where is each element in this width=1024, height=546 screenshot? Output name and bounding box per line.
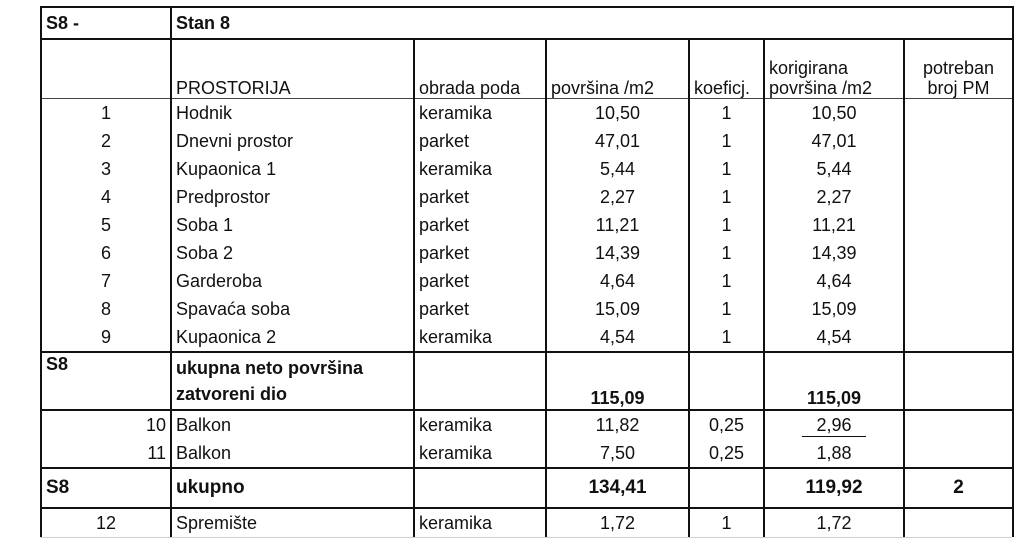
header-row — [41, 39, 1013, 99]
cell-coefficient[interactable]: 1 — [689, 295, 764, 323]
cell-room-name[interactable]: Soba 1 — [171, 211, 414, 239]
cell-coefficient[interactable]: 1 — [689, 127, 764, 155]
cell-pm[interactable] — [904, 323, 1013, 352]
cell-floor-finish[interactable]: keramika — [414, 410, 546, 439]
apartment-name[interactable]: Stan 8 — [171, 7, 1013, 39]
table-row — [41, 323, 1013, 352]
cell-coefficient[interactable]: 0,25 — [689, 439, 764, 468]
subtotal-corrected-area[interactable]: 115,09 — [764, 352, 904, 410]
cell-pm[interactable] — [904, 267, 1013, 295]
cell-floor-finish[interactable]: parket — [414, 267, 546, 295]
cell-floor-finish[interactable]: parket — [414, 211, 546, 239]
cell-room-name[interactable]: Dnevni prostor — [171, 127, 414, 155]
cell-area[interactable]: 11,82 — [546, 410, 689, 439]
apartment-area-table — [40, 6, 1014, 537]
cell-room-name[interactable]: Kupaonica 2 — [171, 323, 414, 352]
cell-room-name[interactable]: Garderoba — [171, 267, 414, 295]
cell-room-name[interactable]: Balkon — [171, 410, 414, 439]
cell-area[interactable]: 14,39 — [546, 239, 689, 267]
cell-floor-finish[interactable]: keramika — [414, 508, 546, 537]
header-povrsina[interactable]: površina /m2 — [546, 39, 689, 99]
table-row — [41, 211, 1013, 239]
cell-corrected-area[interactable]: 1,72 — [764, 508, 904, 537]
cell-coefficient[interactable]: 1 — [689, 508, 764, 537]
cell-no[interactable]: 11 — [41, 439, 171, 468]
cell-pm[interactable] — [904, 508, 1013, 537]
header-pm-line2: broj PM — [927, 78, 990, 98]
cell-no[interactable]: 12 — [41, 508, 171, 537]
cell-no[interactable]: 3 — [41, 155, 171, 183]
total-floor[interactable] — [414, 468, 546, 508]
cell-pm[interactable] — [904, 295, 1013, 323]
cell-area[interactable]: 11,21 — [546, 211, 689, 239]
cell-coefficient[interactable]: 1 — [689, 99, 764, 128]
header-potreban-broj-pm[interactable] — [904, 39, 1013, 99]
table-row — [41, 127, 1013, 155]
cell-floor-finish[interactable]: keramika — [414, 323, 546, 352]
cell-room-name[interactable]: Soba 2 — [171, 239, 414, 267]
cell-coefficient[interactable]: 1 — [689, 239, 764, 267]
header-korigirana-line1: korigirana — [769, 58, 849, 78]
spreadsheet — [40, 6, 1012, 537]
cell-corrected-area[interactable] — [764, 410, 904, 439]
cell-no[interactable]: 5 — [41, 211, 171, 239]
table-row — [41, 183, 1013, 211]
cell-no[interactable]: 8 — [41, 295, 171, 323]
subtotal-label-line2: zatvoreni dio — [176, 384, 288, 404]
cell-corrected-area[interactable]: 10,50 — [764, 99, 904, 128]
table-row — [41, 410, 1013, 439]
cell-room-name[interactable]: Hodnik — [171, 99, 414, 128]
header-no[interactable] — [41, 39, 171, 99]
cell-pm[interactable] — [904, 99, 1013, 128]
cell-floor-finish[interactable]: parket — [414, 239, 546, 267]
cell-area[interactable]: 5,44 — [546, 155, 689, 183]
total-coef[interactable] — [689, 468, 764, 508]
cell-area[interactable]: 10,50 — [546, 99, 689, 128]
cell-pm[interactable] — [904, 439, 1013, 468]
subtotal-coef[interactable] — [689, 352, 764, 410]
cell-corrected-area[interactable]: 4,54 — [764, 323, 904, 352]
cell-pm[interactable] — [904, 410, 1013, 439]
cell-floor-finish[interactable]: parket — [414, 127, 546, 155]
subtotal-code[interactable]: S8 — [41, 352, 171, 410]
cell-no[interactable]: 10 — [41, 410, 171, 439]
subtotal-label-line1: ukupna neto površina — [176, 358, 364, 378]
cell-pm[interactable] — [904, 155, 1013, 183]
total-code[interactable]: S8 — [41, 468, 171, 508]
apartment-code[interactable]: S8 - — [41, 7, 171, 39]
cell-corrected-area[interactable]: 14,39 — [764, 239, 904, 267]
corrected-area-value: 2,96 — [802, 414, 866, 437]
table-row — [41, 155, 1013, 183]
cell-corrected-area[interactable]: 15,09 — [764, 295, 904, 323]
cell-pm[interactable] — [904, 183, 1013, 211]
cell-area[interactable]: 1,72 — [546, 508, 689, 537]
subtotal-row — [41, 352, 1013, 410]
cell-room-name[interactable]: Kupaonica 1 — [171, 155, 414, 183]
cell-area[interactable]: 47,01 — [546, 127, 689, 155]
total-area[interactable]: 134,41 — [546, 468, 689, 508]
table-row — [41, 295, 1013, 323]
cell-corrected-area[interactable]: 11,21 — [764, 211, 904, 239]
subtotal-pm[interactable] — [904, 352, 1013, 410]
cell-room-name[interactable]: Spremište — [171, 508, 414, 537]
total-label[interactable]: ukupno — [171, 468, 414, 508]
cell-coefficient[interactable]: 1 — [689, 267, 764, 295]
cell-pm[interactable] — [904, 211, 1013, 239]
cell-corrected-area[interactable]: 5,44 — [764, 155, 904, 183]
cell-area[interactable]: 4,64 — [546, 267, 689, 295]
table-row — [41, 239, 1013, 267]
grid-bottom-line — [40, 537, 1012, 538]
cell-pm[interactable] — [904, 239, 1013, 267]
cell-corrected-area[interactable]: 4,64 — [764, 267, 904, 295]
table-row — [41, 99, 1013, 128]
title-row — [41, 7, 1013, 39]
cell-floor-finish[interactable]: keramika — [414, 155, 546, 183]
cell-coefficient[interactable]: 1 — [689, 211, 764, 239]
cell-pm[interactable] — [904, 127, 1013, 155]
subtotal-floor[interactable] — [414, 352, 546, 410]
cell-floor-finish[interactable]: parket — [414, 295, 546, 323]
cell-room-name[interactable]: Predprostor — [171, 183, 414, 211]
header-korigirana-line2: površina /m2 — [769, 78, 873, 98]
cell-no[interactable]: 1 — [41, 99, 171, 128]
subtotal-area[interactable]: 115,09 — [546, 352, 689, 410]
cell-corrected-area[interactable]: 47,01 — [764, 127, 904, 155]
header-koeficijent[interactable]: koeficj. — [689, 39, 764, 99]
total-pm[interactable]: 2 — [904, 468, 1013, 508]
total-row — [41, 468, 1013, 508]
cell-corrected-area[interactable]: 2,27 — [764, 183, 904, 211]
subtotal-label[interactable] — [171, 352, 414, 410]
cell-coefficient[interactable]: 1 — [689, 155, 764, 183]
cell-area[interactable]: 4,54 — [546, 323, 689, 352]
cell-corrected-area[interactable]: 1,88 — [764, 439, 904, 468]
cell-coefficient[interactable]: 1 — [689, 183, 764, 211]
cell-no[interactable]: 7 — [41, 267, 171, 295]
cell-room-name[interactable]: Balkon — [171, 439, 414, 468]
cell-no[interactable]: 6 — [41, 239, 171, 267]
cell-area[interactable]: 15,09 — [546, 295, 689, 323]
cell-floor-finish[interactable]: keramika — [414, 99, 546, 128]
total-corrected-area[interactable]: 119,92 — [764, 468, 904, 508]
cell-no[interactable]: 9 — [41, 323, 171, 352]
cell-no[interactable]: 4 — [41, 183, 171, 211]
header-korigirana-povrsina[interactable] — [764, 39, 904, 99]
cell-area[interactable]: 7,50 — [546, 439, 689, 468]
cell-room-name[interactable]: Spavaća soba — [171, 295, 414, 323]
table-row — [41, 508, 1013, 537]
header-obrada-poda[interactable]: obrada poda — [414, 39, 546, 99]
cell-coefficient[interactable]: 0,25 — [689, 410, 764, 439]
header-prostorija[interactable]: PROSTORIJA — [171, 39, 414, 99]
cell-coefficient[interactable]: 1 — [689, 323, 764, 352]
cell-no[interactable]: 2 — [41, 127, 171, 155]
cell-floor-finish[interactable]: keramika — [414, 439, 546, 468]
header-pm-line1: potreban — [922, 58, 995, 78]
table-row — [41, 439, 1013, 468]
table-row — [41, 267, 1013, 295]
cell-floor-finish[interactable]: parket — [414, 183, 546, 211]
cell-area[interactable]: 2,27 — [546, 183, 689, 211]
